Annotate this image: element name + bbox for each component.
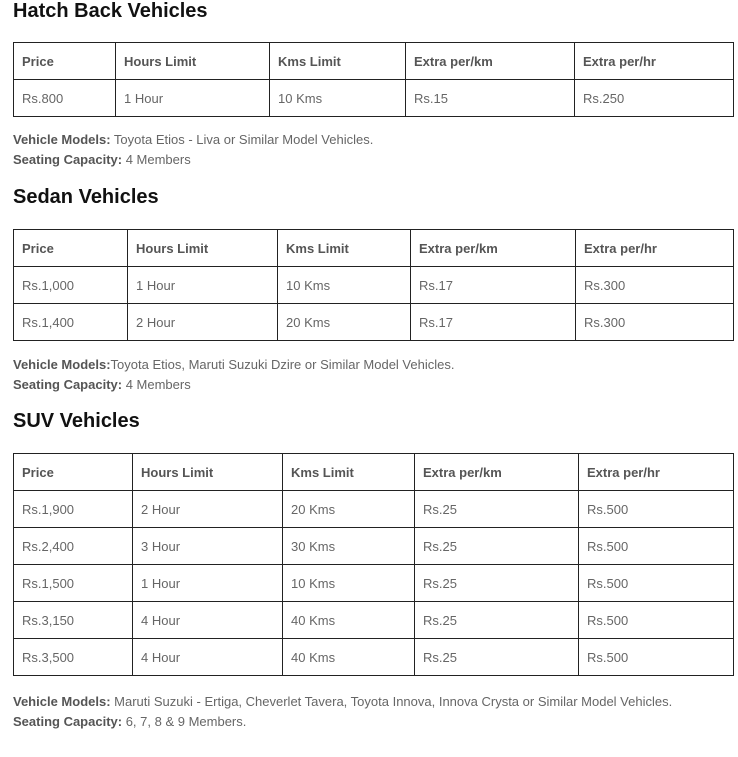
kms-limit-cell: 40 Kms bbox=[283, 639, 415, 676]
price-cell: Rs.1,400 bbox=[14, 304, 128, 341]
hours-limit-cell: 4 Hour bbox=[133, 602, 283, 639]
column-header-price: Price bbox=[14, 230, 128, 267]
sedan-vehicle-models bbox=[13, 355, 454, 375]
table-row bbox=[14, 639, 734, 676]
price-cell: Rs.3,150 bbox=[14, 602, 133, 639]
vehicle-models-label: Vehicle Models: bbox=[13, 694, 111, 709]
hatchback-seating-capacity bbox=[13, 150, 191, 170]
kms-limit-cell: 20 Kms bbox=[278, 304, 411, 341]
price-cell: Rs.800 bbox=[14, 80, 116, 117]
column-header-price: Price bbox=[14, 43, 116, 80]
extra-per-km-cell: Rs.25 bbox=[415, 528, 579, 565]
table-row bbox=[14, 304, 734, 341]
extra-per-km-cell: Rs.25 bbox=[415, 639, 579, 676]
table-row bbox=[14, 267, 734, 304]
table-header-row bbox=[14, 43, 734, 80]
extra-per-km-cell: Rs.25 bbox=[415, 491, 579, 528]
vehicle-models-value: Toyota Etios - Liva or Similar Model Vehicles. bbox=[110, 132, 374, 147]
extra-per-hr-cell: Rs.500 bbox=[579, 491, 734, 528]
sedan-rates-table bbox=[13, 229, 734, 341]
column-header-extra-per-km: Extra per/km bbox=[415, 454, 579, 491]
hatchback-vehicle-models bbox=[13, 130, 373, 150]
kms-limit-cell: 10 Kms bbox=[270, 80, 406, 117]
extra-per-hr-cell: Rs.500 bbox=[579, 639, 734, 676]
column-header-hours-limit: Hours Limit bbox=[116, 43, 270, 80]
table-row bbox=[14, 602, 734, 639]
suv-rates-table bbox=[13, 453, 734, 676]
column-header-kms-limit: Kms Limit bbox=[283, 454, 415, 491]
extra-per-hr-cell: Rs.250 bbox=[575, 80, 734, 117]
seating-capacity-value: 6, 7, 8 & 9 Members. bbox=[122, 714, 247, 729]
table-row bbox=[14, 528, 734, 565]
kms-limit-cell: 10 Kms bbox=[283, 565, 415, 602]
column-header-hours-limit: Hours Limit bbox=[128, 230, 278, 267]
suv-vehicle-models bbox=[13, 692, 672, 712]
column-header-extra-per-hr: Extra per/hr bbox=[579, 454, 734, 491]
column-header-kms-limit: Kms Limit bbox=[270, 43, 406, 80]
seating-capacity-label: Seating Capacity: bbox=[13, 714, 123, 729]
extra-per-hr-cell: Rs.500 bbox=[579, 528, 734, 565]
table-header-row bbox=[14, 454, 734, 491]
kms-limit-cell: 10 Kms bbox=[278, 267, 411, 304]
hours-limit-cell: 1 Hour bbox=[133, 565, 283, 602]
seating-capacity-label: Seating Capacity: bbox=[13, 377, 123, 392]
vehicle-models-label: Vehicle Models: bbox=[13, 357, 111, 372]
column-header-price: Price bbox=[14, 454, 133, 491]
vehicle-models-label: Vehicle Models: bbox=[13, 132, 111, 147]
column-header-kms-limit: Kms Limit bbox=[278, 230, 411, 267]
vehicle-models-value: Toyota Etios, Maruti Suzuki Dzire or Similar Model Vehicles. bbox=[110, 357, 455, 372]
column-header-extra-per-km: Extra per/km bbox=[411, 230, 576, 267]
hours-limit-cell: 1 Hour bbox=[116, 80, 270, 117]
price-cell: Rs.1,500 bbox=[14, 565, 133, 602]
hours-limit-cell: 4 Hour bbox=[133, 639, 283, 676]
table-header-row bbox=[14, 230, 734, 267]
price-cell: Rs.1,000 bbox=[14, 267, 128, 304]
extra-per-hr-cell: Rs.500 bbox=[579, 602, 734, 639]
hours-limit-cell: 1 Hour bbox=[128, 267, 278, 304]
hours-limit-cell: 3 Hour bbox=[133, 528, 283, 565]
column-header-hours-limit: Hours Limit bbox=[133, 454, 283, 491]
sedan-title: Sedan Vehicles bbox=[13, 186, 159, 208]
price-cell: Rs.2,400 bbox=[14, 528, 133, 565]
suv-seating-capacity bbox=[13, 712, 246, 732]
extra-per-km-cell: Rs.15 bbox=[406, 80, 575, 117]
table-row bbox=[14, 491, 734, 528]
kms-limit-cell: 20 Kms bbox=[283, 491, 415, 528]
column-header-extra-per-hr: Extra per/hr bbox=[575, 43, 734, 80]
extra-per-hr-cell: Rs.300 bbox=[576, 304, 734, 341]
hours-limit-cell: 2 Hour bbox=[128, 304, 278, 341]
extra-per-hr-cell: Rs.300 bbox=[576, 267, 734, 304]
table-row bbox=[14, 80, 734, 117]
column-header-extra-per-km: Extra per/km bbox=[406, 43, 575, 80]
extra-per-km-cell: Rs.25 bbox=[415, 565, 579, 602]
vehicle-models-value: Maruti Suzuki - Ertiga, Cheverlet Tavera, Toyota Innova, Innova Crysta or Similar Model Vehicles. bbox=[110, 694, 673, 709]
table-row bbox=[14, 565, 734, 602]
extra-per-hr-cell: Rs.500 bbox=[579, 565, 734, 602]
extra-per-km-cell: Rs.17 bbox=[411, 304, 576, 341]
column-header-extra-per-hr: Extra per/hr bbox=[576, 230, 734, 267]
kms-limit-cell: 40 Kms bbox=[283, 602, 415, 639]
hatchback-rates-table bbox=[13, 42, 734, 117]
price-cell: Rs.1,900 bbox=[14, 491, 133, 528]
seating-capacity-label: Seating Capacity: bbox=[13, 152, 123, 167]
extra-per-km-cell: Rs.17 bbox=[411, 267, 576, 304]
extra-per-km-cell: Rs.25 bbox=[415, 602, 579, 639]
seating-capacity-value: 4 Members bbox=[122, 377, 191, 392]
suv-title: SUV Vehicles bbox=[13, 410, 140, 432]
hours-limit-cell: 2 Hour bbox=[133, 491, 283, 528]
sedan-seating-capacity bbox=[13, 375, 191, 395]
price-cell: Rs.3,500 bbox=[14, 639, 133, 676]
kms-limit-cell: 30 Kms bbox=[283, 528, 415, 565]
seating-capacity-value: 4 Members bbox=[122, 152, 191, 167]
hatchback-title: Hatch Back Vehicles bbox=[13, 0, 208, 22]
